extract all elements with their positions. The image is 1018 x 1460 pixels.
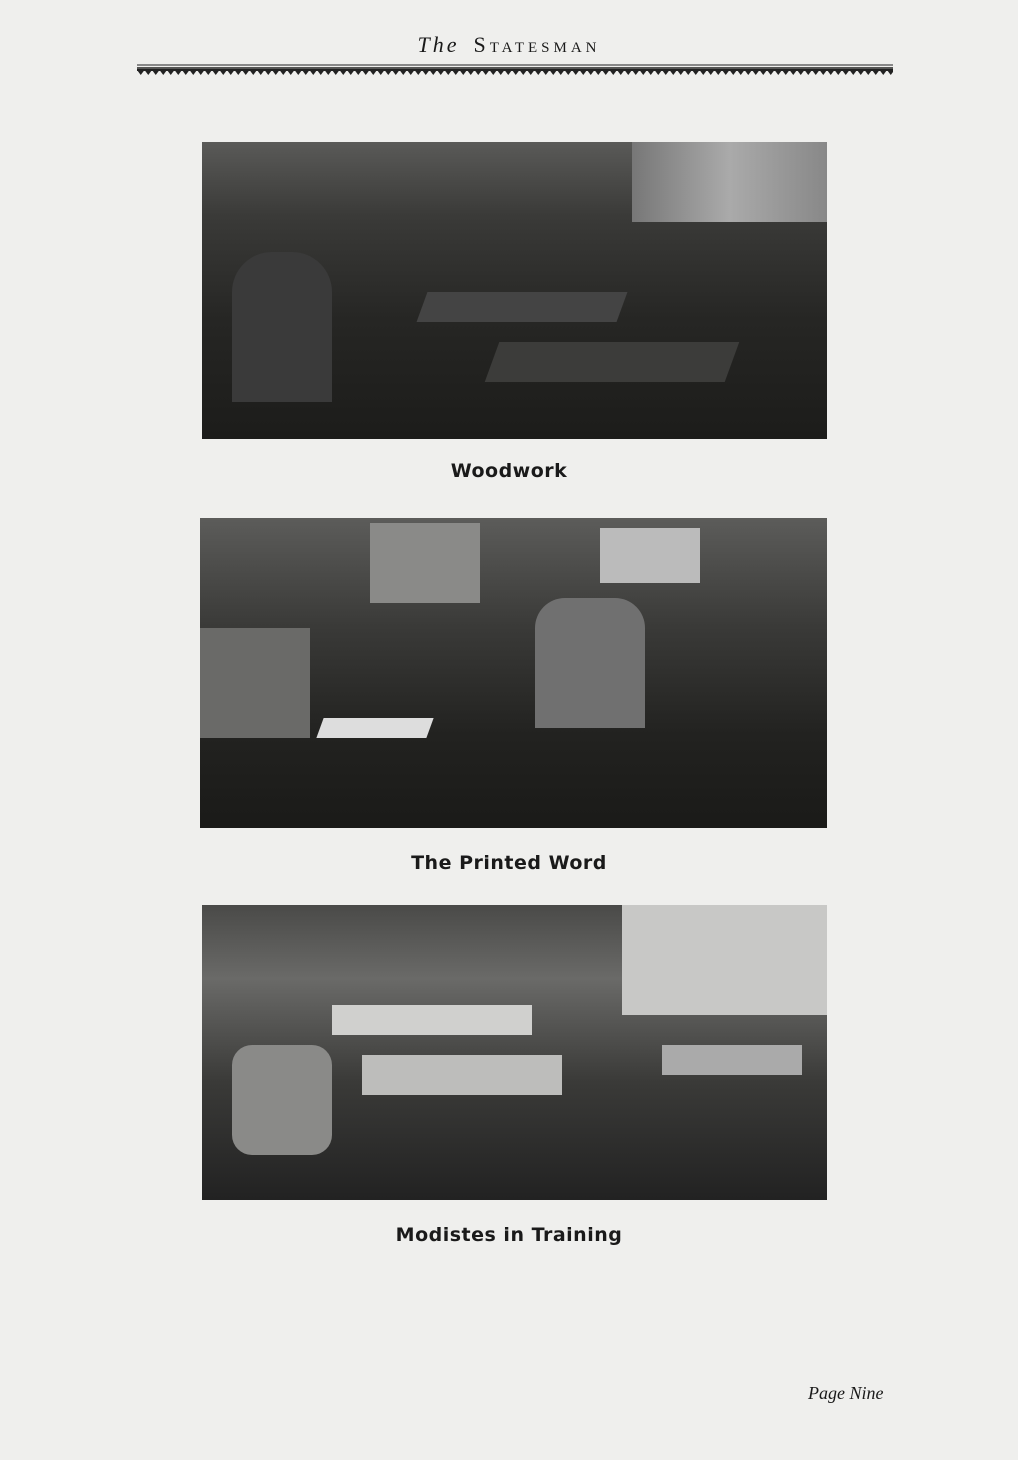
header-title: Statesman: [473, 32, 601, 57]
page-number: Page Nine: [808, 1383, 884, 1403]
photo-modistes-in-training: [202, 905, 827, 1200]
header-the: The: [417, 32, 460, 57]
photo-caption: Woodwork: [450, 460, 568, 482]
decorative-header-rule: [137, 64, 893, 76]
publication-header: [0, 32, 1018, 58]
photo-printed-word: [200, 518, 827, 828]
photo-caption: The Printed Word: [411, 852, 607, 874]
photo-woodwork: [202, 142, 827, 439]
photo-caption: Modistes in Training: [395, 1224, 623, 1246]
